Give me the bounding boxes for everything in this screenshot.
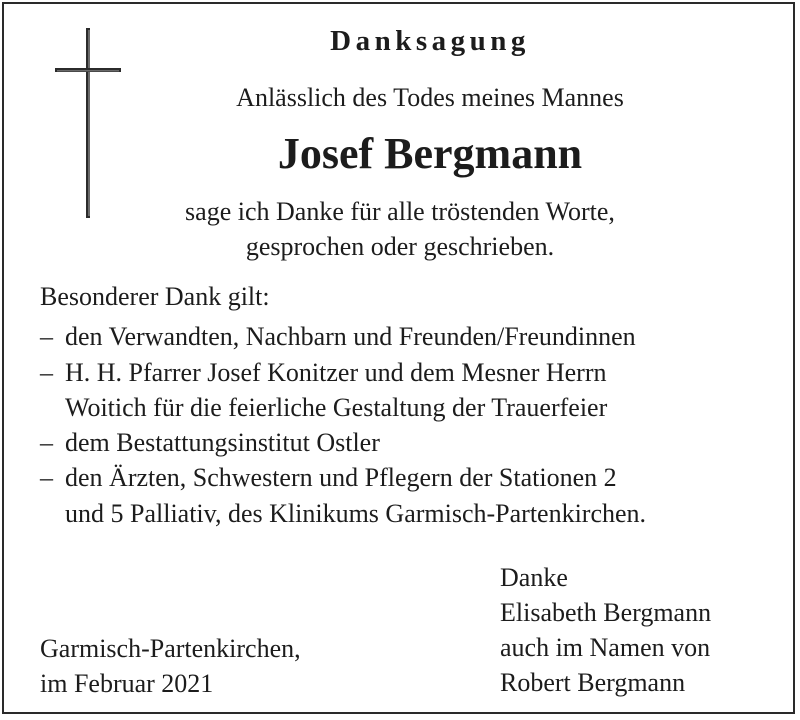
list-item-text: den Verwandten, Nachbarn und Freunden/Freundinnen <box>65 322 636 351</box>
list-item-text: H. H. Pfarrer Josef Konitzer und dem Mesner Herrn <box>65 358 607 387</box>
thanks-line-2: gesprochen oder geschrieben. <box>245 232 555 261</box>
footer-place: Garmisch-Partenkirchen, <box>40 634 301 663</box>
signature-line: auch im Namen von <box>500 633 711 662</box>
list-item-text: dem Bestattungsinstitut Ostler <box>65 428 380 457</box>
deceased-name: Josef Bergmann <box>277 129 583 178</box>
list-dash: – <box>40 463 53 492</box>
signature-line: Danke <box>500 563 568 592</box>
thanks-line-1: sage ich Danke für alle tröstenden Worte, <box>185 197 615 226</box>
special-thanks-heading: Besonderer Dank gilt: <box>40 282 270 311</box>
list-item-text: Woitich für die feierliche Gestaltung der Trauerfeier <box>65 393 608 422</box>
list-dash: – <box>40 322 53 351</box>
list-dash: – <box>40 358 53 387</box>
list-dash: – <box>40 428 53 457</box>
notice-title: Danksagung <box>330 25 530 57</box>
footer-date: im Februar 2021 <box>40 669 214 698</box>
signature-line: Elisabeth Bergmann <box>500 598 712 627</box>
signature-line: Robert Bergmann <box>500 668 686 697</box>
intro-line: Anlässlich des Todes meines Mannes <box>236 83 624 112</box>
list-item-text: den Ärzten, Schwestern und Pflegern der Stationen 2 <box>65 463 617 492</box>
list-item-text: und 5 Palliativ, des Klinikums Garmisch-Partenkirchen. <box>65 499 647 528</box>
